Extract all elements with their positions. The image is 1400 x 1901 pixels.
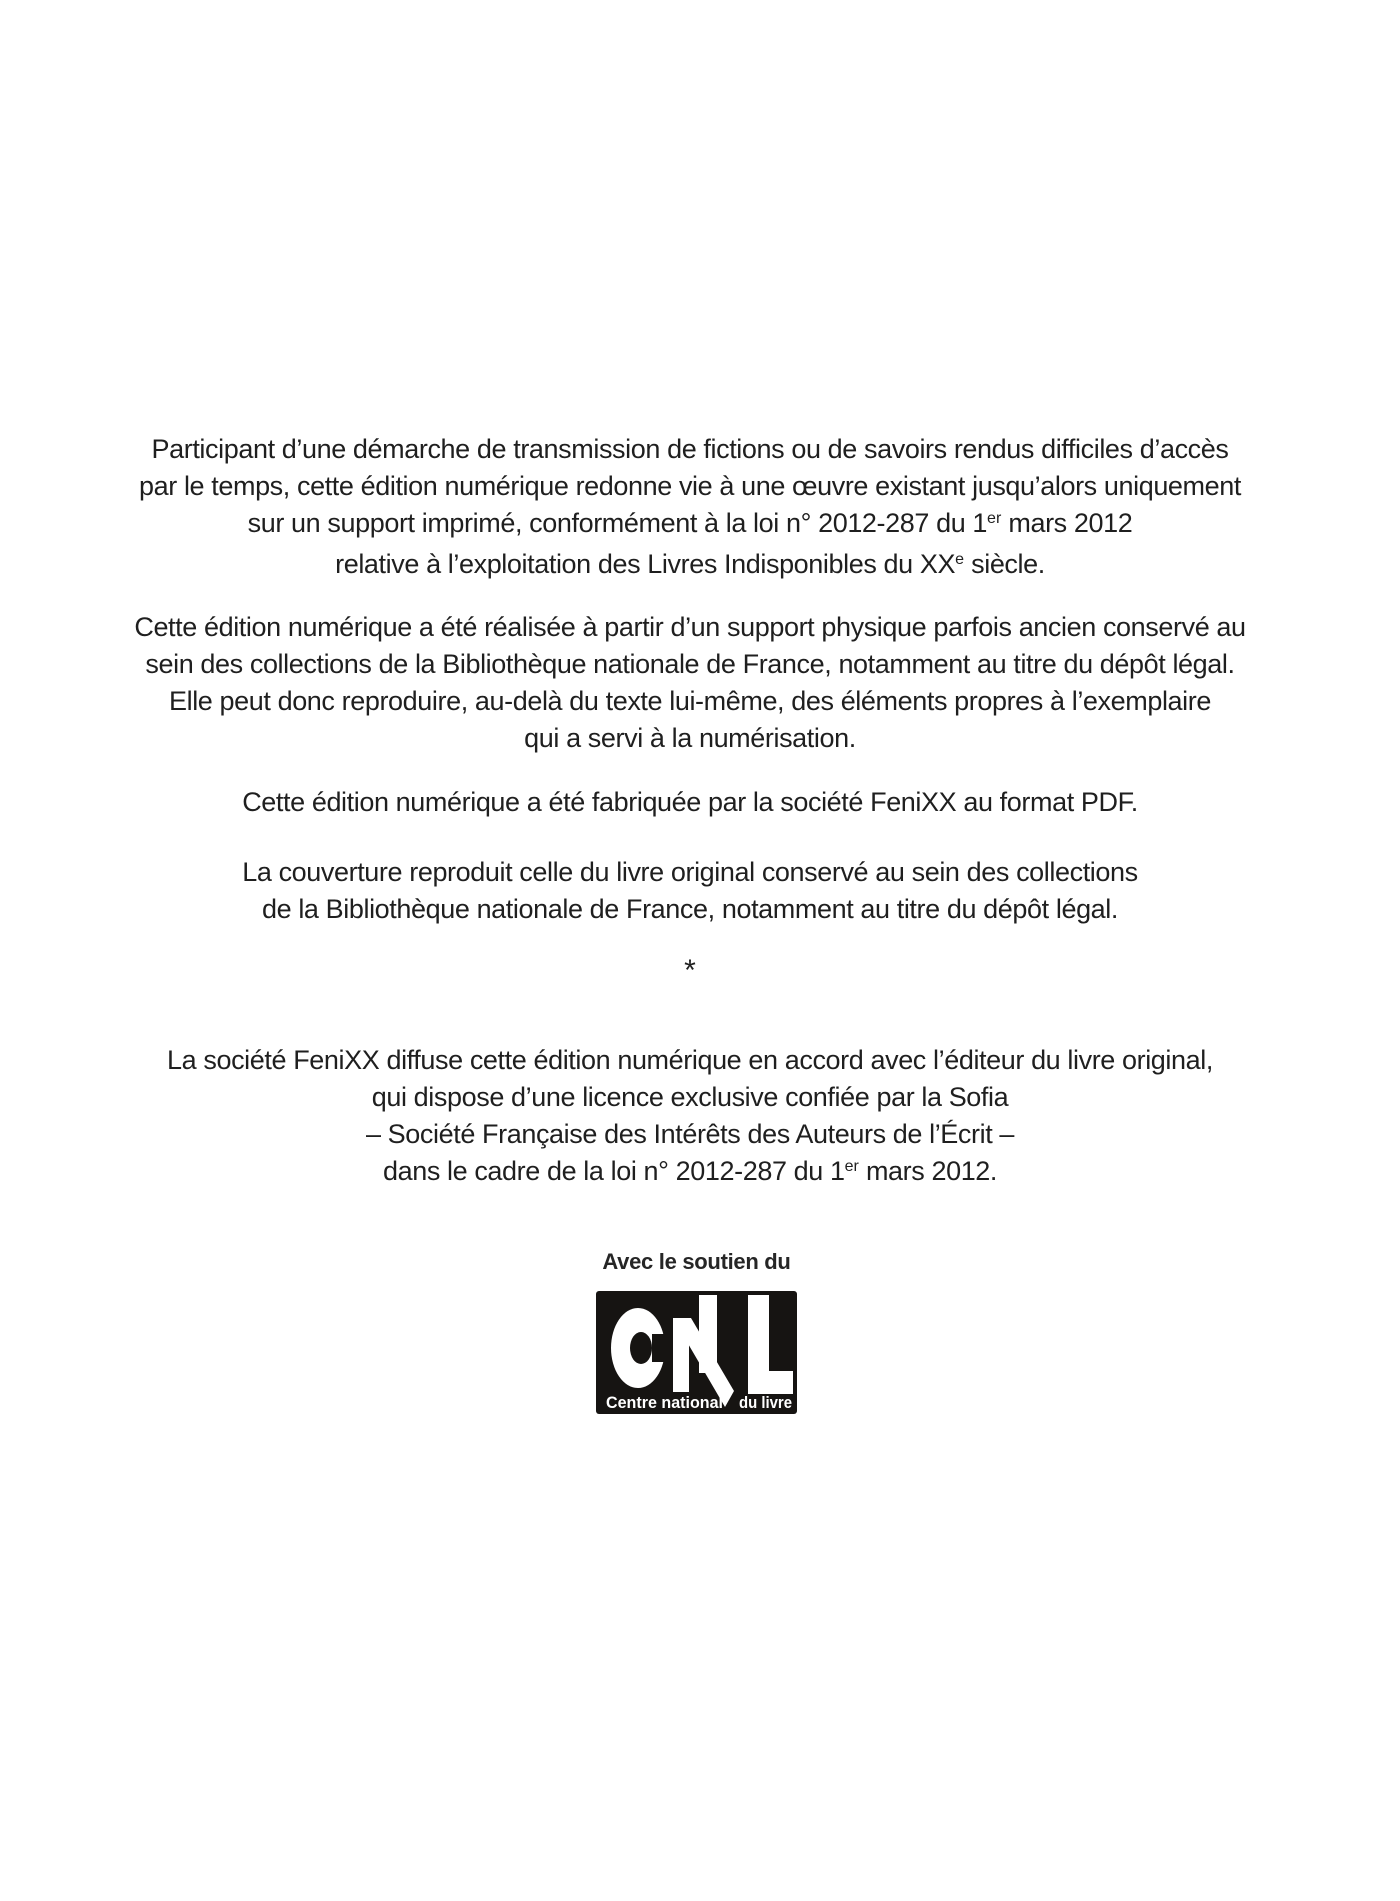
- text-line: qui a servi à la numérisation.: [524, 723, 856, 753]
- text-line: relative à l’exploitation des Livres Indisponibles du XXe siècle.: [335, 549, 1045, 579]
- text-line: Cette édition numérique a été fabriquée par la société FeniXX au format PDF.: [242, 787, 1138, 817]
- paragraph-bnf-source: [0, 609, 1380, 757]
- text-line: – Société Française des Intérêts des Auteurs de l’Écrit –: [365, 1119, 1015, 1149]
- paragraph-cover-notice: [0, 854, 1380, 928]
- cnl-logo-graphic: [596, 1291, 797, 1414]
- asterisk-separator: *: [684, 954, 696, 987]
- text-line: par le temps, cette édition numérique redonne vie à une œuvre existant jusqu’alors uniquement: [139, 471, 1241, 501]
- text-line: dans le cadre de la loi n° 2012-287 du 1er mars 2012.: [382, 1156, 998, 1186]
- paragraph-legal-context: [0, 431, 1380, 587]
- cnl-logo: [596, 1291, 797, 1414]
- text-line: qui dispose d’une licence exclusive confiée par la Sofia: [371, 1082, 1009, 1112]
- text-line: de la Bibliothèque nationale de France, notamment au titre du dépôt légal.: [262, 894, 1118, 924]
- paragraph-fenixx-production: [0, 784, 1380, 821]
- text-line: La couverture reproduit celle du livre original conservé au sein des collections: [242, 857, 1138, 887]
- cnl-caption-right: du livre: [739, 1394, 792, 1412]
- text-line: sur un support imprimé, conformément à la loi n° 2012-287 du 1er mars 2012: [247, 508, 1133, 538]
- superscript: er: [844, 1158, 859, 1175]
- support-notice: Avec le soutien du: [602, 1249, 791, 1274]
- text-line: sein des collections de la Bibliothèque nationale de France, notamment au titre du dépôt légal.: [145, 649, 1235, 679]
- superscript: er: [987, 510, 1002, 527]
- text-line: Elle peut donc reproduire, au-delà du texte lui-même, des éléments propres à l’exemplaire: [169, 686, 1211, 716]
- superscript: e: [955, 551, 965, 568]
- text-line: Cette édition numérique a été réalisée à partir d’un support physique parfois ancien conservé au: [134, 612, 1246, 642]
- paragraph-diffusion-license: [0, 1042, 1380, 1194]
- text-line: La société FeniXX diffuse cette édition numérique en accord avec l’éditeur du livre original,: [167, 1045, 1213, 1075]
- cnl-caption-left: Centre national: [606, 1394, 723, 1412]
- text-line: Participant d’une démarche de transmission de fictions ou de savoirs rendus difficiles d’accès: [151, 434, 1229, 464]
